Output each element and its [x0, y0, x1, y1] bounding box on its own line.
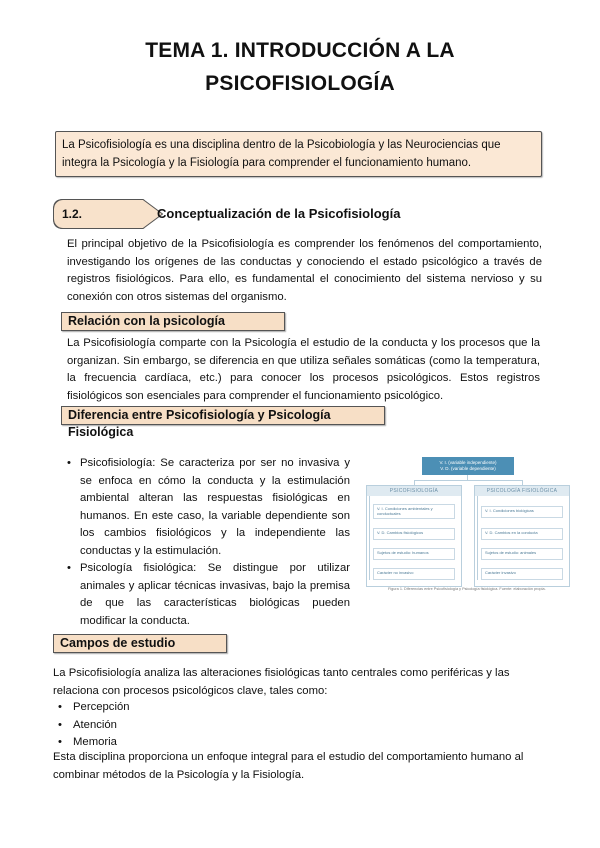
campos-closing: Esta disciplina proporciona un enfoque integral para el estudio del comportamiento humano al combinar métodos de la Psicología y la Fisiología. [53, 751, 524, 781]
campos-list [58, 699, 130, 752]
heading-diferencia: Diferencia entre Psicofisiología y Psicología Fisiológica [61, 406, 385, 425]
intro-box: La Psicofisiología es una disciplina dentro de la Psicobiología y las Neurociencias que integra la Psicología y la Fisiología para comprender el funcionamiento humano. [55, 131, 542, 177]
list-item: • Atención [58, 717, 130, 735]
section-number: 1.2. [62, 207, 83, 221]
diferencia-list [67, 455, 350, 630]
page-title-line2: PSICOFISIOLOGÍA [205, 72, 395, 95]
figure-item: Carácter invasivo [481, 568, 563, 580]
comparison-figure [362, 455, 580, 600]
figure-item: V. I. Condiciones biológicas [481, 506, 563, 518]
list-item: • Percepción [58, 699, 130, 717]
page-title-line1: TEMA 1. INTRODUCCIÓN A LA [145, 39, 455, 62]
figure-item: V. I. Condiciones ambientales y conductuales [373, 504, 455, 519]
figure-caption: Figura 1. Diferencias entre Psicofisiología y Psicología fisiológica. Fuente: elaboración propia. [388, 587, 546, 591]
campos-intro: La Psicofisiología analiza las alteraciones fisiológicas tanto centrales como periféricas y las relaciona con procesos psicológicos clave, tales como: [53, 667, 510, 697]
heading-campos: Campos de estudio [53, 634, 227, 653]
figure-item: V. D. Cambios en la conducta [481, 528, 563, 540]
heading-relacion: Relación con la psicología [61, 312, 285, 331]
section-title: Conceptualización de la Psicofisiología [157, 206, 401, 221]
figure-item: Sujetos de estudio: animales [481, 548, 563, 560]
figure-item: Sujetos de estudio: humanos [373, 548, 455, 560]
list-item: • Psicofisiología: Se caracteriza por ser no invasiva y se enfoca en cómo la conducta y la estimulación ambiental alteran las respuestas fisiológicas en humanos. En este caso, la variable dependiente son los cambios fisiológicos y la independiente las conductas y la estimulación. [67, 455, 350, 560]
figure-top-box: V. I. (variable independiente) V. D. (variable dependiente) [422, 457, 514, 475]
section-paragraph: El principal objetivo de la Psicofisiología es comprender los fenómenos del comportamiento, investigando los orígenes de las conductas y conociendo el estado psicológico a través de registros fisiológicos. Para ello, es fundamental el conocimiento del sistema nervioso y su conexión con otros sistemas del organismo. [67, 238, 542, 304]
relacion-paragraph: La Psicofisiología comparte con la Psicología el estudio de la conducta y los procesos que la organizan. Sin embargo, se diferencia en que utiliza señales somáticas (como la temperatura, la frecuencia cardíaca, etc.) para conocer los procesos psicológicos. Estos registros fisiológicos son esenciales para comprender el funcionamiento psicológico. [67, 337, 540, 403]
figure-column-right: PSICOLOGÍA FISIOLÓGICA V. I. Condiciones biológicas V. D. Cambios en la conducta Sujetos de estudio: animales Carácter invasivo [474, 485, 570, 587]
list-item: • Memoria [58, 734, 130, 752]
figure-column-left: PSICOFISIOLOGÍA V. I. Condiciones ambientales y conductuales V. D. Cambios fisiológicos Sujetos de estudio: humanos Carácter no invasivo [366, 485, 462, 587]
list-item: • Psicología fisiológica: Se distingue por utilizar animales y aplicar técnicas invasivas, bajo la premisa de que las características biológicas pueden modificar la conducta. [67, 560, 350, 630]
figure-item: Carácter no invasivo [373, 568, 455, 580]
figure-item: V. D. Cambios fisiológicos [373, 528, 455, 540]
